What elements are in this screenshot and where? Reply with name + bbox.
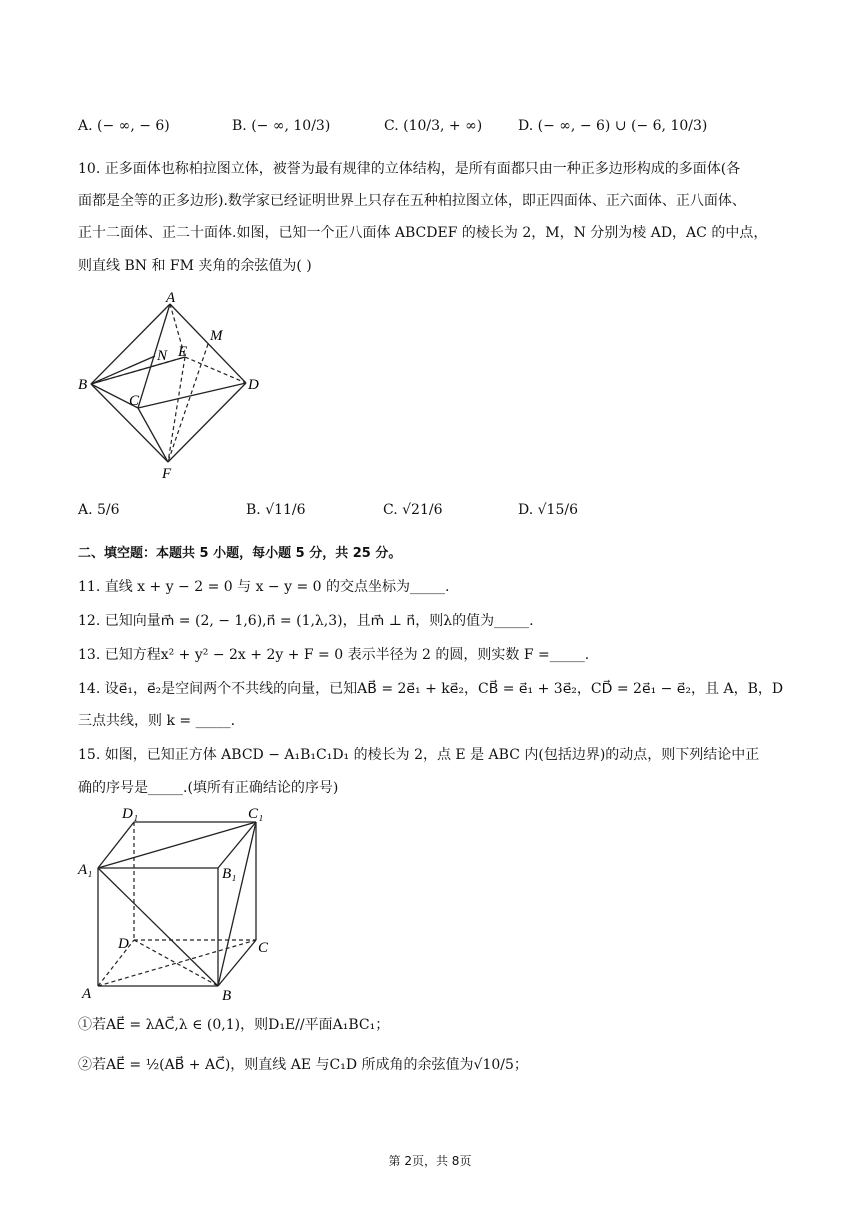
q10-option-d: D. √15/6 bbox=[518, 502, 578, 518]
octa-label-e: E bbox=[178, 344, 188, 360]
q10-option-a: A. 5/6 bbox=[78, 502, 120, 518]
q10-line-4: 则直线 BN 和 FM 夹角的余弦值为( ) bbox=[78, 258, 312, 274]
q11-text: 11. 直线 x + y − 2 = 0 与 x − y = 0 的交点坐标为_____. bbox=[78, 579, 450, 595]
q12-text: 12. 已知向量m⃗ = (2, − 1,6),n⃗ = (1,λ,3)，且m⃗ ⊥ n⃗，则λ的值为_____. bbox=[78, 613, 534, 629]
cube-label-c1: C₁ bbox=[248, 806, 264, 822]
octa-label-m: M bbox=[210, 328, 223, 344]
q9-option-d: D. (− ∞, − 6) ∪ (− 6, 10/3) bbox=[518, 118, 708, 134]
q10-line-3: 正十二面体、正二十面体.如图，已知一个正八面体 ABCDEF 的棱长为 2，M，N 分别为棱 AD，AC 的中点， bbox=[78, 225, 768, 241]
page-footer: 第 2页，共 8页 bbox=[388, 1154, 472, 1168]
octa-label-b: B bbox=[78, 377, 88, 393]
q15-line-1: 15. 如图，已知正方体 ABCD − A₁B₁C₁D₁ 的棱长为 2，点 E 是 ABC 内(包括边界)的动点，则下列结论中正 bbox=[78, 747, 760, 763]
q9-option-a: A. (− ∞, − 6) bbox=[78, 118, 170, 134]
q9-option-b: B. (− ∞, 10/3) bbox=[232, 118, 331, 134]
cube-label-a: A bbox=[82, 986, 92, 1002]
q15-item-2: ②若AE⃗ = ½(AB⃗ + AC⃗)，则直线 AE 与C₁D 所成角的余弦值为√10/5； bbox=[78, 1057, 528, 1073]
q9-option-c: C. (10/3, + ∞) bbox=[384, 118, 483, 134]
octa-label-c: C bbox=[129, 393, 140, 409]
section-title: 二、填空题：本题共 5 小题，每小题 5 分，共 25 分。 bbox=[78, 546, 402, 561]
q14-line-1: 14. 设e⃗₁，e⃗₂是空间两个不共线的向量，已知AB⃗ = 2e⃗₁ + ke⃗₂，CB⃗ = e⃗₁ + 3e⃗₂，CD⃗ = 2e⃗₁ − e⃗₂，且 A，B，D bbox=[78, 681, 784, 697]
q15-line-2: 确的序号是_____.(填所有正确结论的序号) bbox=[78, 780, 339, 796]
octa-label-a: A bbox=[166, 290, 176, 306]
octa-label-f: F bbox=[162, 466, 172, 482]
cube-label-d1: D₁ bbox=[122, 806, 139, 822]
cube-label-b1: B₁ bbox=[222, 866, 237, 882]
q14-line-2: 三点共线，则 k = _____. bbox=[78, 713, 236, 729]
q10-line-1: 10. 正多面体也称柏拉图立体，被誉为最有规律的立体结构，是所有面都只由一种正多边形构成的多面体(各 bbox=[78, 161, 741, 177]
cube-label-c: C bbox=[258, 940, 269, 956]
q10-option-c: C. √21/6 bbox=[383, 502, 443, 518]
cube-figure bbox=[76, 804, 276, 1004]
octa-label-n: N bbox=[157, 348, 168, 364]
q15-item-1: ①若AE⃗ = λAC⃗,λ ∈ (0,1)，则D₁E//平面A₁BC₁； bbox=[78, 1017, 390, 1033]
q13-text: 13. 已知方程x² + y² − 2x + 2y + F = 0 表示半径为 2 的圆，则实数 F =_____. bbox=[78, 647, 590, 663]
octa-label-d: D bbox=[248, 377, 259, 393]
cube-label-a1: A₁ bbox=[78, 862, 93, 878]
cube-label-b: B bbox=[222, 988, 232, 1004]
cube-label-d: D bbox=[118, 936, 129, 952]
q10-option-b: B. √11/6 bbox=[246, 502, 306, 518]
octahedron-figure bbox=[76, 290, 276, 486]
q10-line-2: 面都是全等的正多边形).数学家已经证明世界上只存在五种柏拉图立体，即正四面体、正六面体、正八面体、 bbox=[78, 193, 746, 209]
